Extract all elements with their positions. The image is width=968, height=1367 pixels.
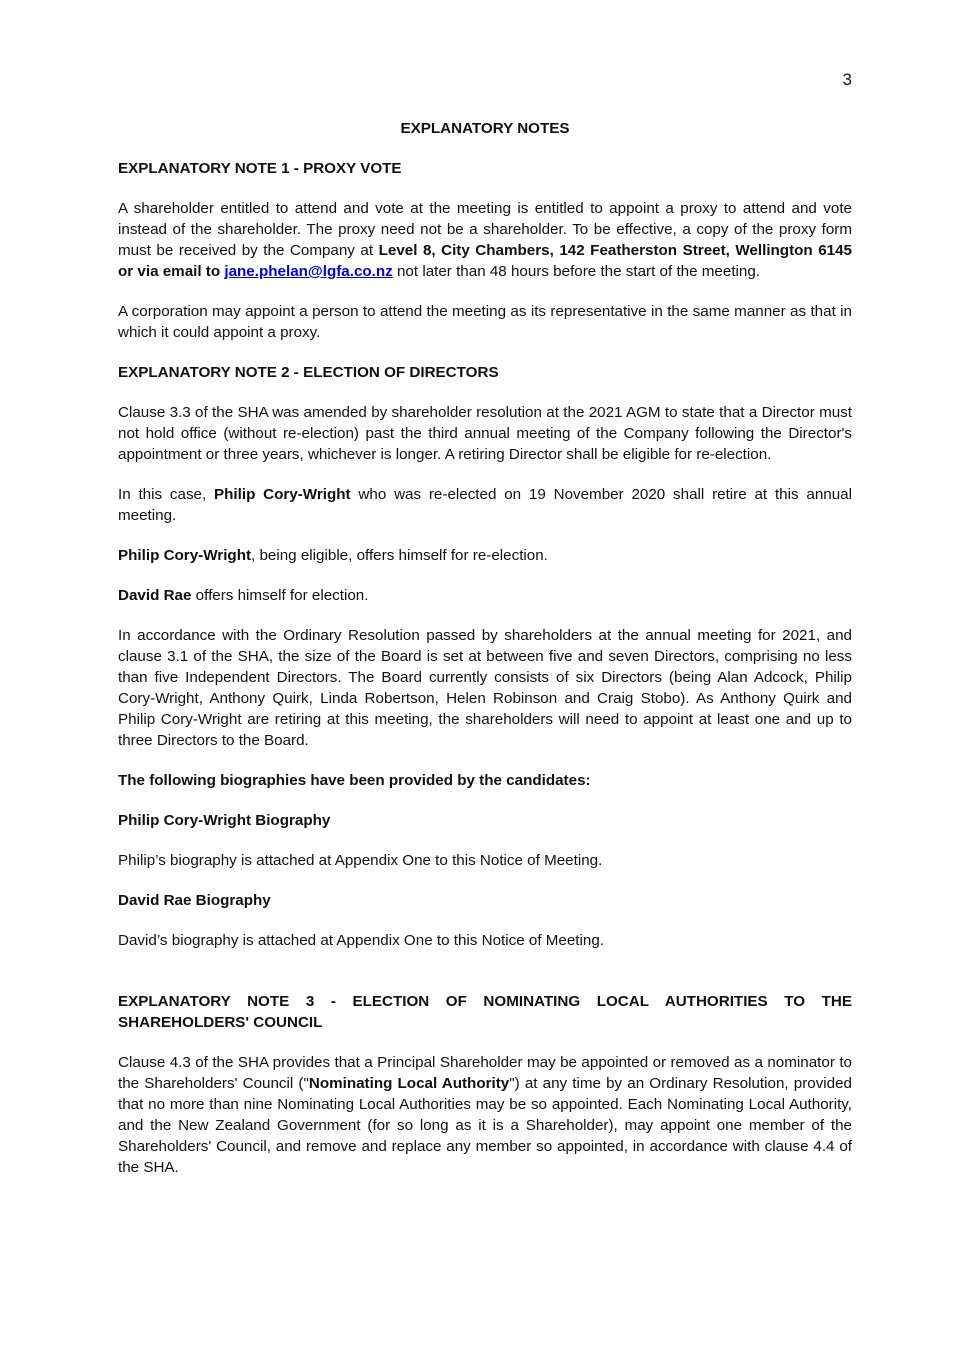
note2-p4-name: David Rae (118, 587, 192, 604)
note2-p2-text-b: who was re-elected on 19 November 2020 shall retire at this annual meeting. (118, 486, 852, 524)
note2-paragraph-4 (118, 585, 852, 606)
note3-paragraph-1 (118, 1052, 852, 1178)
note2-paragraph-3 (118, 545, 852, 566)
note1-p1-text-a: A shareholder entitled to attend and vote at the meeting is entitled to appoint a proxy to attend and vote instead of the shareholder. The proxy need not be a shareholder. To be effective, a copy of the proxy form must be received by the Company at (118, 200, 852, 259)
bio1-text: Philip’s biography is attached at Appendix One to this Notice of Meeting. (118, 852, 603, 869)
email-link[interactable]: jane.phelan@lgfa.co.nz (224, 263, 393, 280)
note1-p1-address: Level 8, City Chambers, 142 Featherston Street, Wellington 6145 or via email to (118, 242, 852, 280)
note2-p2-text-a: In this case, (118, 486, 214, 503)
note2-p4-text: offers himself for election. (191, 587, 369, 604)
note2-paragraph-2 (118, 484, 852, 526)
note1-paragraph-1 (118, 198, 852, 282)
note3-p1-term: Nominating Local Authority (308, 1075, 510, 1092)
note2-p3-text: , being eligible, offers himself for re-election. (251, 547, 548, 564)
note2-paragraph-5: In accordance with the Ordinary Resolution passed by shareholders at the annual meeting for 2021, and clause 3.1 of the SHA, the size of the Board is set at between five and seven Directors, comprising no less than five Independent Directors. The Board currently consists of six Directors (being Alan Adcock, Philip Cory-Wright, Anthony Quirk, Linda Robertson, Helen Robinson and Craig Stobo). As Anthony Quirk and Philip Cory-Wright are retiring at this meeting, the shareholders will need to appoint at least one and up to three Directors to the Board. (118, 627, 852, 749)
note3-heading: EXPLANATORY NOTE 3 - ELECTION OF NOMINATING LOCAL AUTHORITIES TO THE SHAREHOLDERS' COUNCIL (118, 993, 852, 1031)
document-body (118, 118, 852, 1197)
note1-p1-text-b: not later than 48 hours before the start of the meeting. (392, 263, 761, 280)
note2-heading: EXPLANATORY NOTE 2 - ELECTION OF DIRECTORS (118, 364, 499, 381)
note3-p1-text-b: ") at any time by an Ordinary Resolution, provided that no more than nine Nominating Local Authorities may be so appointed. Each Nominating Local Authority, and the New Zealand Government (for so long as it is a Shareholder), may appoint one member of the Shareholders' Council, and remove and replace any member so appointed, in accordance with clause 4.4 of the SHA. (118, 1075, 853, 1176)
bio2-heading: David Rae Biography (118, 892, 271, 909)
page-number: 3 (842, 70, 852, 89)
bio2-text: David’s biography is attached at Appendix One to this Notice of Meeting. (118, 932, 605, 949)
note2-p2-name: Philip Cory-Wright (214, 486, 351, 503)
note3-p1-text-a: Clause 4.3 of the SHA provides that a Principal Shareholder may be appointed or removed as a nominator to the Shareholders' Council (" (118, 1054, 852, 1092)
page-title: EXPLANATORY NOTES (400, 120, 570, 137)
note2-p3-name: Philip Cory-Wright (118, 547, 252, 564)
biographies-heading: The following biographies have been provided by the candidates: (118, 772, 591, 789)
note1-paragraph-2: A corporation may appoint a person to attend the meeting as its representative in the same manner as that in which it could appoint a proxy. (118, 303, 852, 341)
note2-paragraph-1: Clause 3.3 of the SHA was amended by shareholder resolution at the 2021 AGM to state that a Director must not hold office (without re-election) past the third annual meeting of the Company following the Director's appointment or three years, whichever is longer. A retiring Director shall be eligible for re-election. (118, 404, 852, 463)
note1-heading: EXPLANATORY NOTE 1 - PROXY VOTE (118, 160, 402, 177)
bio1-heading: Philip Cory-Wright Biography (118, 812, 331, 829)
